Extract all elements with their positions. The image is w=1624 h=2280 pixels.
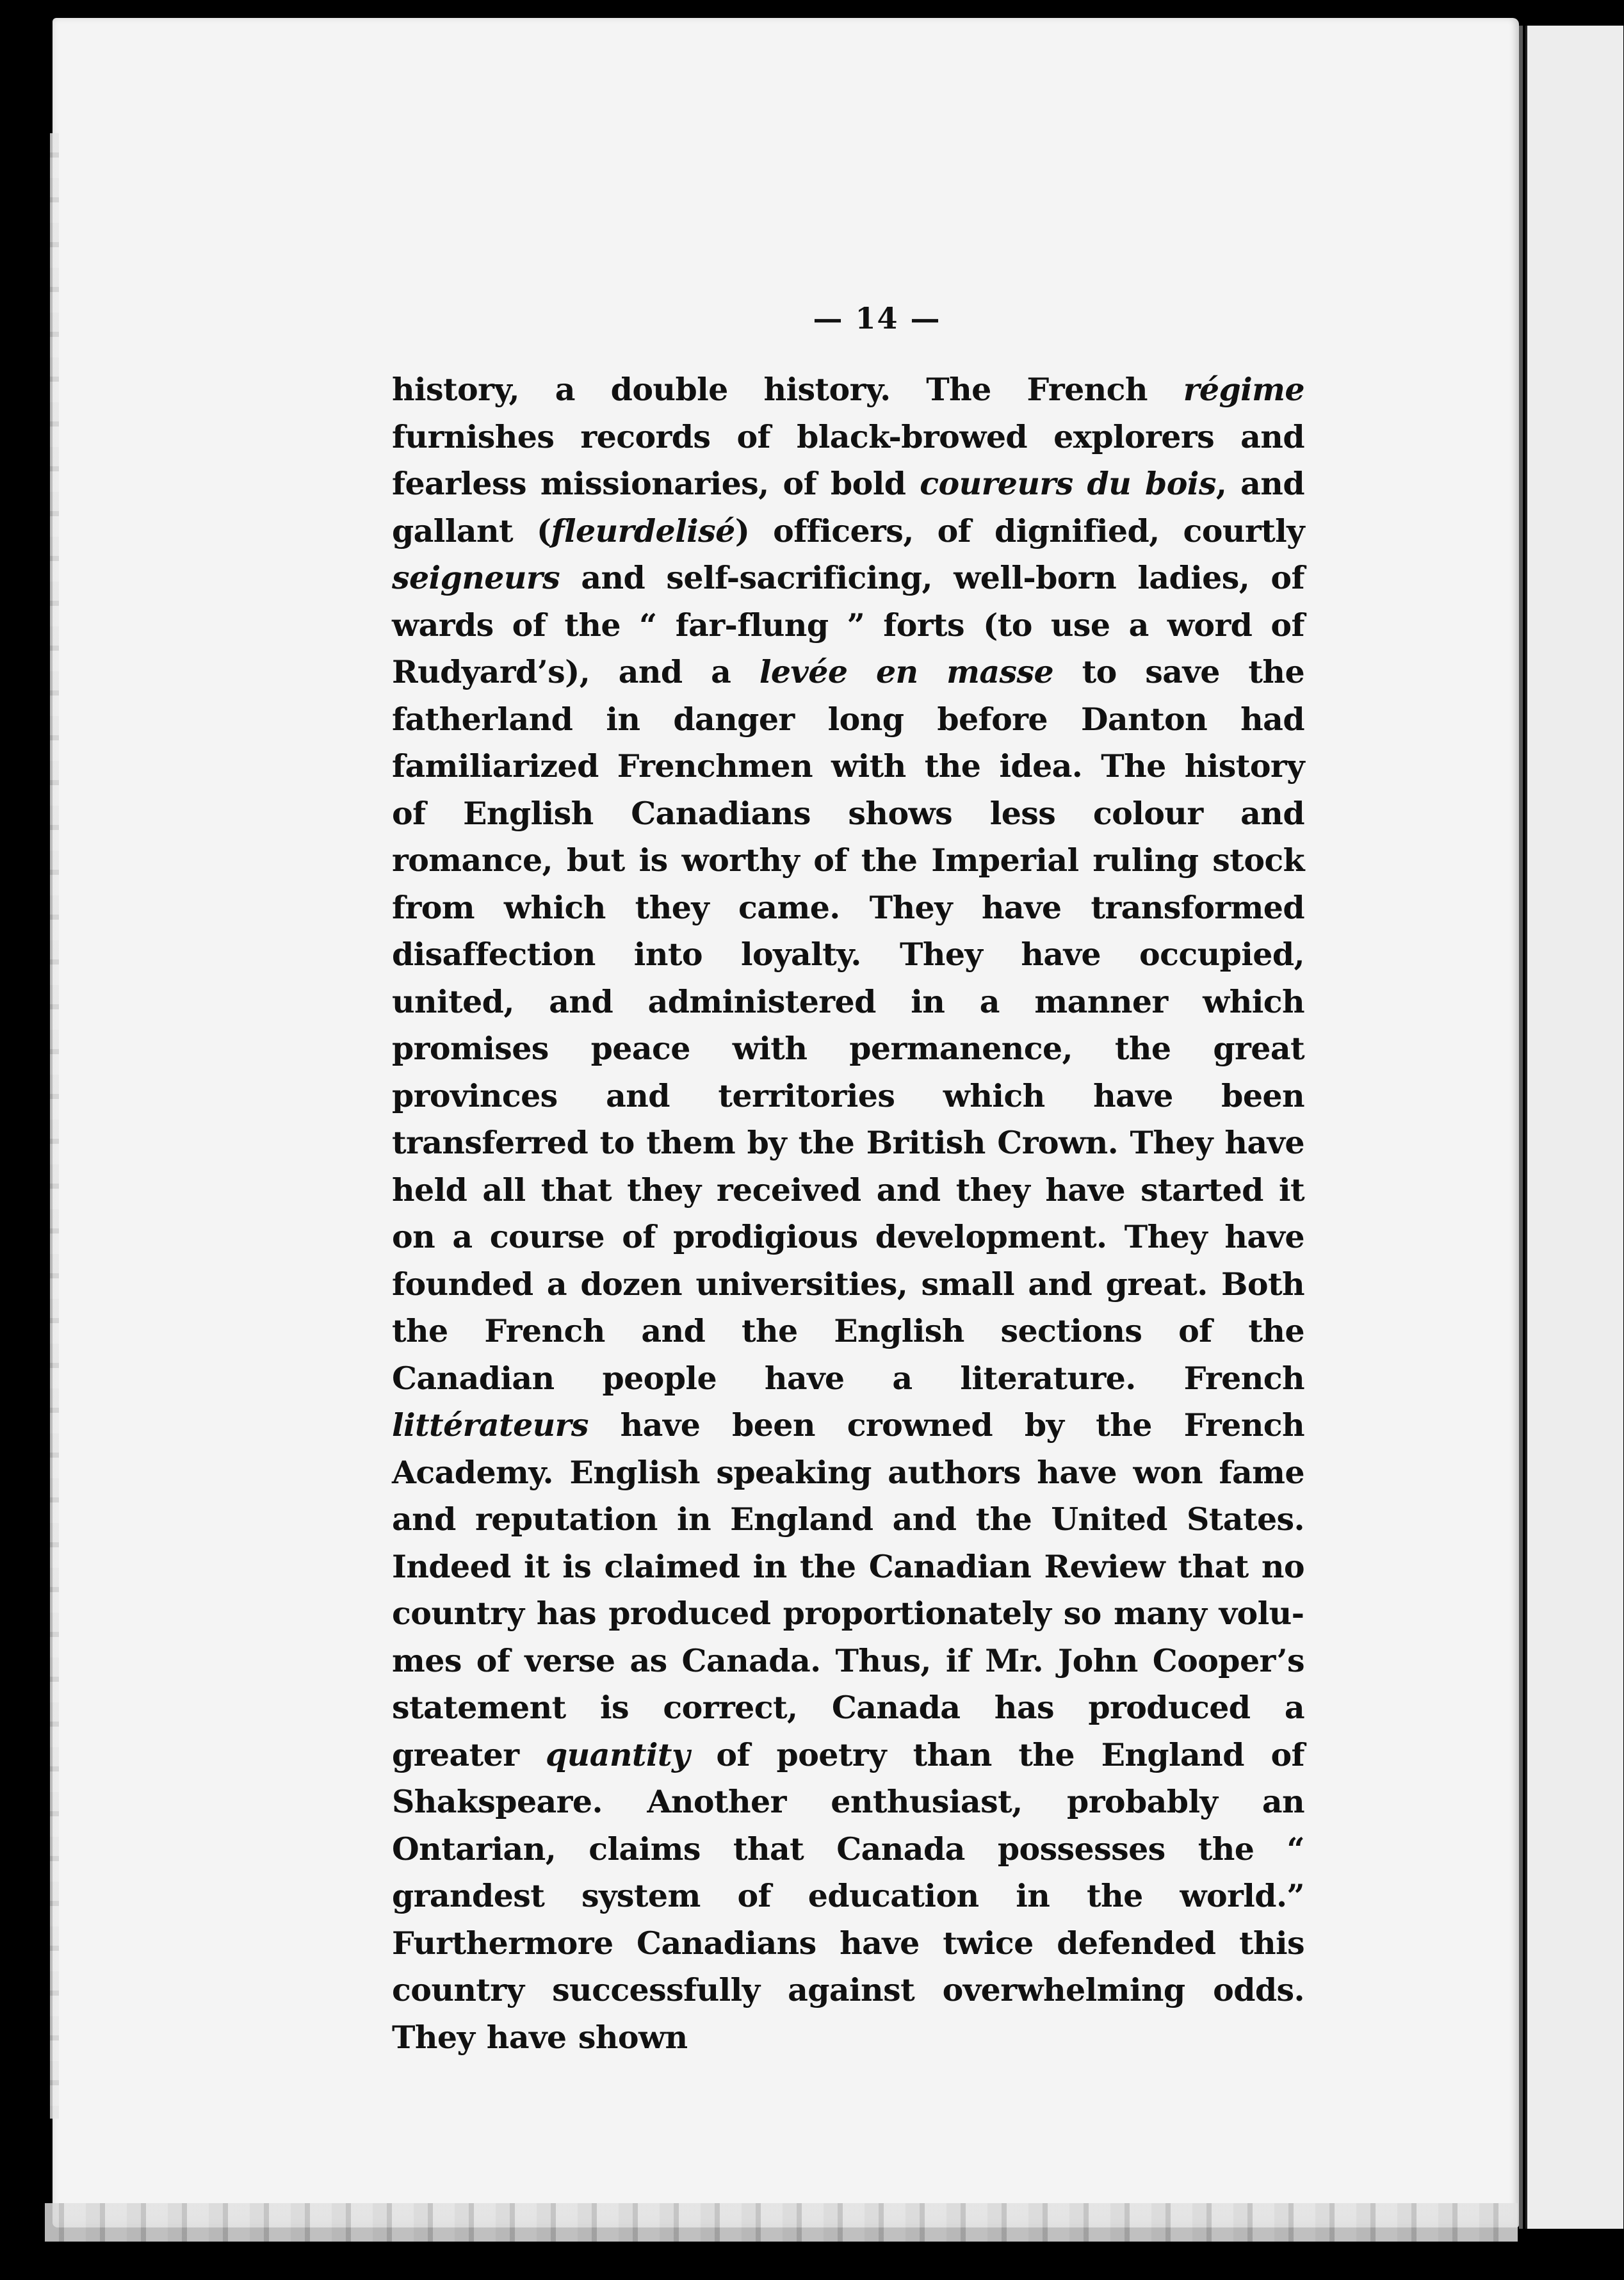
text-run: , and gallant (: [392, 465, 1304, 550]
text-run: and self-sacrificing, well-born ladies, of wards of the “ far-flung ” forts (to use a word of Rudyard’s), and a: [392, 559, 1304, 690]
page-number: — 14 —: [813, 301, 941, 336]
text-run: history, a double history. The French: [392, 371, 1183, 408]
text-run: have been crowned by the French Academy. English speaking authors have won fame and reputation in England and the United States. Indeed it is claimed in the Canadian Review that no country has produced proportionately so many volumes of verse as Canada. Thus, if Mr. John Cooper’s statement is correct, Canada has produced a greater: [392, 1406, 1304, 1773]
page-bottom-edge: [45, 2203, 1518, 2242]
adjacent-page-edge: [1525, 26, 1623, 2229]
text-run-italic: régime: [1183, 371, 1304, 408]
text-run: furnishes records of black-browed explorers and fearless missionaries, of bold: [392, 418, 1304, 502]
text-run: to save the fatherland in danger long before Danton had familiarized Frenchmen with the idea. The history of English Canadians shows less colour and romance, but is worthy of the Imperial ruling stock from which they came. They have transformed disaffection into loyalty. They have occupied, united, and administered in a manner which promises peace with permanence, the great provinces and territories which have been transferred to them by the British Crown. They have held all that they received and they have started it on a course of prodigious development. They have founded a dozen universities, small and great. Both the French and the English sections of the Canadian people have a literature. French: [392, 653, 1305, 1397]
text-run-italic: coureurs du bois: [920, 465, 1216, 502]
text-run: of poetry than the England of Shakspeare. Another enthusiast, probably an Ontarian, claims that Canada possesses the “ grandest system of education in the world.” Furthermore Canadians have twice defended this country successfully against overwhelming odds. They have shown: [392, 1736, 1305, 2056]
text-run-italic: seigneurs: [392, 559, 560, 596]
body-paragraph: [392, 366, 1304, 2061]
text-run: ) officers, of dignified, courtly: [735, 512, 1305, 550]
text-run-italic: quantity: [546, 1736, 690, 1773]
text-run-italic: levée en masse: [759, 653, 1054, 690]
text-run-italic: fleurdelisé: [551, 512, 735, 550]
page-content: [392, 301, 1304, 2061]
page-gutter-shadow: [1519, 26, 1523, 2229]
text-run-italic: littérateurs: [392, 1406, 589, 1444]
